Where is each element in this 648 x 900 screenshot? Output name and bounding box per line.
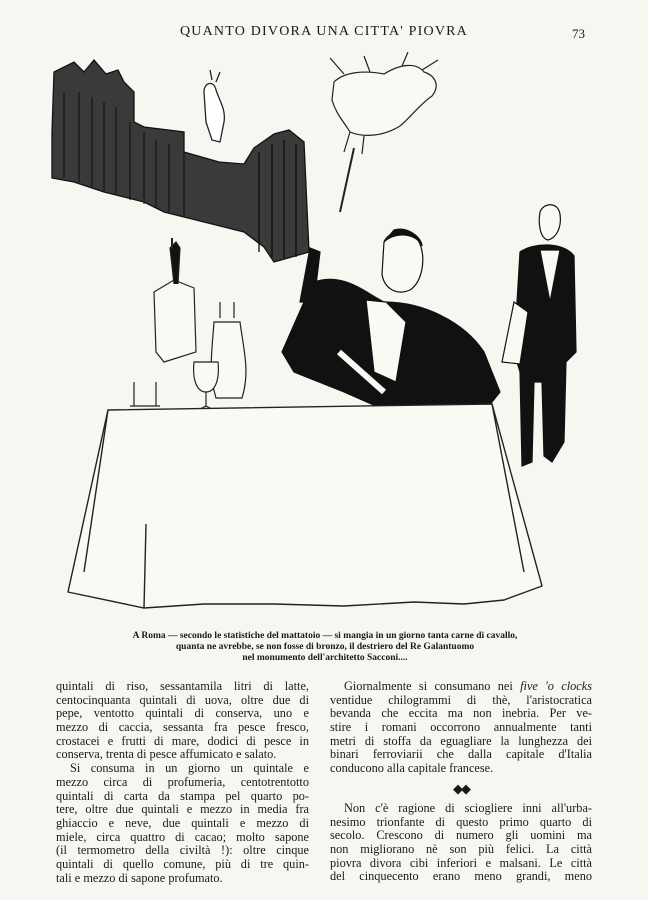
text-line: tere, oltre due quintali e mezzo in media fra: [56, 803, 309, 817]
tableware: [130, 238, 246, 410]
text-line: conserva, trenta di pesce affumicato e salato.: [56, 748, 277, 762]
dining-table: [68, 404, 542, 608]
text-line: (il termometro della civiltà !): oltre cinque: [56, 844, 309, 858]
italic-phrase: five 'o clocks: [520, 680, 592, 693]
section-ornament: ◆◆: [453, 780, 469, 796]
text-line: tali e mezzo di sapone profumato.: [56, 871, 223, 885]
monument-background: [52, 60, 309, 262]
text-line: non migliorano nè son più felici. La città: [330, 842, 592, 856]
text-line: metri di stoffa da eguagliare la lunghezza dei: [330, 734, 592, 748]
text-line: binari ferroviarii che dalla capitale d'Italia: [330, 748, 592, 762]
page-number: 73: [572, 26, 585, 41]
running-title: QUANTO DIVORA UNA CITTA' PIOVRA: [179, 24, 468, 39]
caption-line: nel monumento dell'architetto Sacconi....: [242, 653, 408, 663]
text-line: conducono alla capitale francese.: [330, 762, 494, 776]
text-line: centocinquanta quintali di uova, oltre due di: [56, 693, 309, 707]
text-line: Giornalmente si consumano nei five 'o clocks: [344, 680, 592, 693]
text-line: quintali di quello comune, più di tre quin-: [56, 857, 309, 871]
text-line: mezzo circa di profumeria, centotrentotto: [56, 775, 309, 789]
caption-line: quanta ne avrebbe, se non fosse di bronzo, il destriero del Re Galantuomo: [175, 642, 475, 652]
cartoon-drawing: [44, 52, 604, 632]
diner-figure: [282, 229, 500, 414]
text-line: quintali di riso, sessantamila litri di latte,: [56, 680, 309, 693]
text-line: del cinquecento erano meno grandi, meno: [330, 870, 592, 884]
text-line: crostacei e frutti di mare, dodici di pesce in: [56, 734, 309, 748]
text-line: pepe, ventotto quintali di conserva, uno e: [56, 707, 309, 721]
horse-on-fork: [330, 52, 438, 212]
text-line: stire i romani occorrono annualmente tanti: [330, 721, 592, 735]
text-line: mezzo di caccia, sessanta fra pesce fresco,: [56, 721, 309, 735]
text-line: Si consuma in un giorno un quintale e: [70, 762, 309, 776]
text-line: quintali di carta da stampa pel quarto po-: [56, 789, 309, 803]
figure-caption: [40, 631, 610, 664]
text-line: ghiaccio e neve, due quintali e mezzo di: [56, 816, 309, 830]
text-line: miele, circa quattro di cacao; molto sapone: [56, 830, 309, 844]
text-line: Non c'è ragione di sciogliere inni all'urba-: [344, 801, 592, 815]
left-column: [56, 680, 309, 885]
text-line: piovra divora cibi inferiori e malsani. Le città: [330, 856, 592, 870]
caption-line: A Roma — secondo le statistiche del mattatoio — si mangia in un giorno tanta carne di cavallo,: [132, 631, 518, 641]
text-line: secolo. Crescono di numero gli uomini ma: [330, 829, 592, 843]
right-column: [330, 680, 592, 884]
waiter-figure: [502, 205, 576, 466]
text-line: nesimo trionfante di questo primo quarto di: [330, 815, 592, 829]
text-line: bevanda che eccita ma non inebria. Per ve-: [330, 707, 592, 721]
illustration-diner-cartoon: [44, 52, 604, 632]
text-line: ventidue chilogrammi di thè, l'aristocratica: [330, 693, 592, 707]
